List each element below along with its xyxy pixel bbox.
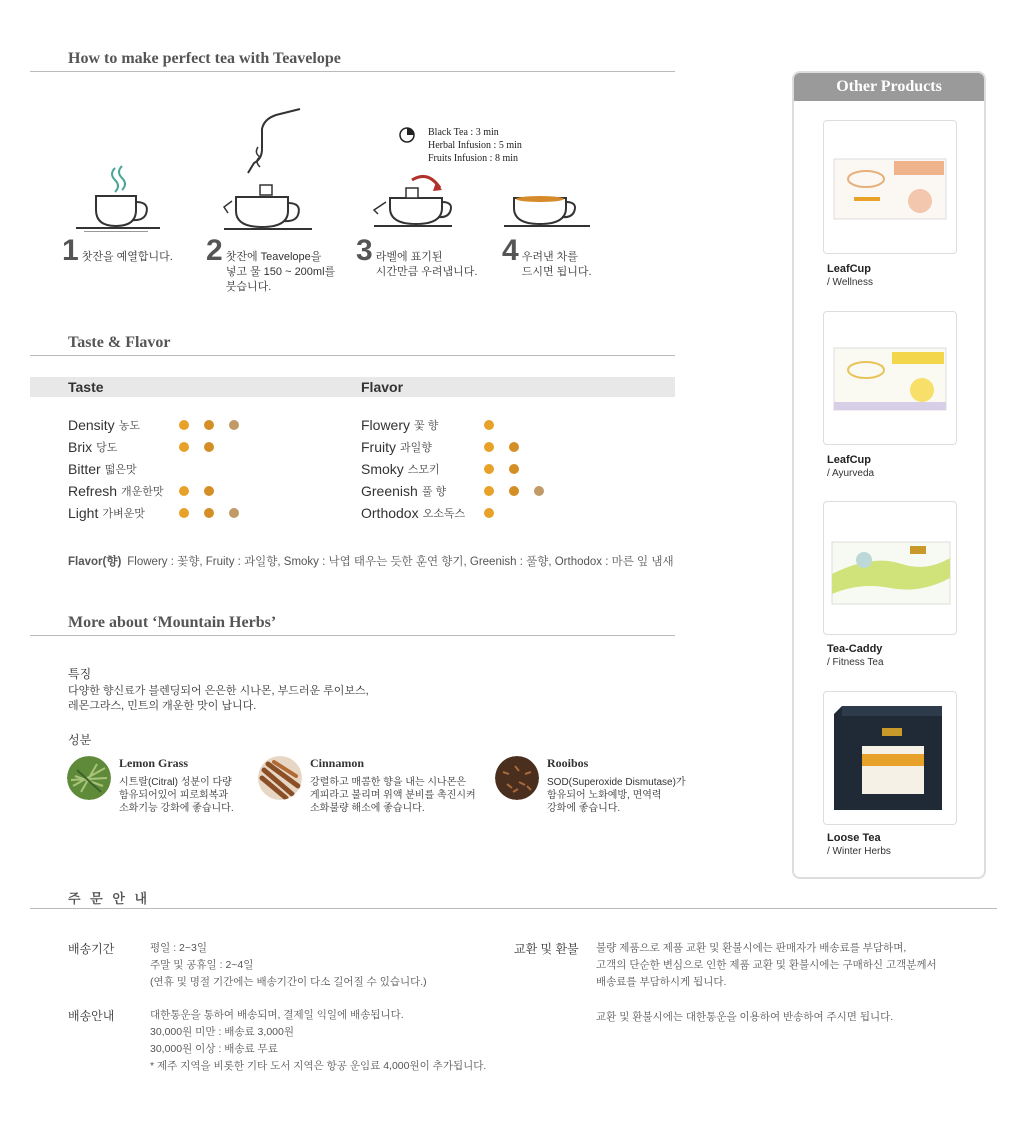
divider <box>30 355 675 356</box>
divider <box>30 908 997 909</box>
flavor-level-dot <box>484 420 494 430</box>
finished-tea-illustration <box>498 180 598 232</box>
product-name[interactable]: LeafCup <box>827 263 871 275</box>
product-image-winter-herbs[interactable] <box>823 691 957 825</box>
taste-level-dot <box>204 442 214 452</box>
taste-ko: 개운한맛 <box>121 486 164 498</box>
flavor-level-dot <box>534 486 544 496</box>
teavelope-pour-illustration <box>210 105 320 233</box>
flavor-level-dot <box>484 464 494 474</box>
flavor-en: Smoky <box>361 461 404 477</box>
cup-preheat-illustration <box>60 160 170 232</box>
step-3 <box>356 236 477 280</box>
step-text: 찻잔에 Teavelope을 넣고 물 150 ~ 200ml를 붓습니다. <box>225 251 336 293</box>
delivery-info-label: 배송안내 <box>68 1009 115 1023</box>
flavor-header: Flavor <box>361 379 404 395</box>
divider <box>30 635 675 636</box>
flavor-level-dot <box>484 508 494 518</box>
delivery-period-text: 평일 : 2~3일 주말 및 공휴일 : 2~4일 (연휴 및 명절 기간에는 배송기간이 다소 길어질 수 있습니다.) <box>150 942 427 988</box>
taste-level-dot <box>204 420 214 430</box>
other-products-sidebar <box>792 71 986 879</box>
taste-level-dot <box>204 486 214 496</box>
taste-row-density <box>68 415 140 435</box>
sidebar-title: Other Products <box>794 73 984 101</box>
flavor-note <box>68 553 674 569</box>
brew-times <box>428 126 522 165</box>
flavor-ko: 풀 향 <box>421 486 447 498</box>
flavor-level-dot <box>484 442 494 452</box>
how-to-title: How to make perfect tea with Teavelope <box>68 50 341 67</box>
flavor-level-dot <box>509 486 519 496</box>
product-name[interactable]: Tea-Caddy <box>827 643 883 655</box>
taste-en: Density <box>68 417 115 433</box>
product-image-fitness-tea[interactable] <box>823 501 957 635</box>
ingredient-name: Lemon Grass <box>119 756 188 770</box>
ingredient-desc: 시트랄(Citral) 성분이 다량 함유되어있어 피로회복과 소화기능 강화에 좋습니다. <box>119 777 234 814</box>
order-info-title: 주 문 안 내 <box>68 891 151 906</box>
taste-ko: 가벼운맛 <box>102 508 145 520</box>
taste-header: Taste <box>68 379 104 395</box>
taste-level-dot <box>179 420 189 430</box>
brew-time-black: Black Tea : 3 min <box>428 127 499 138</box>
flavor-ko: 과일향 <box>400 442 432 454</box>
step-text: 라벨에 표기된 시간만큼 우려냅니다. <box>375 251 478 278</box>
loose-tea-winter-herbs-tin-image <box>824 692 957 825</box>
taste-row-bitter <box>68 459 137 479</box>
flavor-ko: 스모키 <box>407 464 440 476</box>
taste-en: Bitter <box>68 461 101 477</box>
taste-ko: 당도 <box>96 442 118 454</box>
exchange-text-2: 교환 및 환불시에는 대한통운을 이용하여 반송하여 주시면 됩니다. <box>596 1011 894 1023</box>
clock-icon <box>398 126 416 144</box>
ingredient-desc: SOD(Superoxide Dismutase)가 함유되어 노화예방, 면역력 강화에 좋습니다. <box>547 777 686 814</box>
product-sub[interactable]: / Winter Herbs <box>827 846 891 857</box>
lemon-grass-image <box>67 756 111 800</box>
product-sub[interactable]: / Ayurveda <box>827 468 875 479</box>
ingredients-label: 성분 <box>68 733 92 747</box>
step-4 <box>502 236 592 280</box>
tea-caddy-fitness-box-image <box>824 502 957 635</box>
flavor-row-orthodox <box>361 503 465 523</box>
taste-en: Brix <box>68 439 93 455</box>
feature-label: 특징 <box>68 667 92 681</box>
step-1 <box>62 236 173 266</box>
step-number: 2 <box>206 234 222 267</box>
ingredient-name: Rooibos <box>547 756 589 770</box>
taste-level-dot <box>179 486 189 496</box>
flavor-en: Greenish <box>361 483 418 499</box>
taste-level-dot <box>179 442 189 452</box>
taste-row-brix <box>68 437 117 457</box>
flavor-row-greenish <box>361 481 446 501</box>
flavor-row-flowery <box>361 415 438 435</box>
exchange-label: 교환 및 환불 <box>514 942 579 956</box>
ingredient-desc: 강렬하고 매콤한 향을 내는 시나몬은 게피라고 불리며 위액 분비를 촉진시켜 소화불량 해소에 좋습니다. <box>310 777 476 814</box>
step-2 <box>206 236 335 295</box>
product-sub[interactable]: / Wellness <box>827 277 873 288</box>
flavor-en: Flowery <box>361 417 411 433</box>
taste-flavor-header <box>30 377 675 397</box>
taste-en: Refresh <box>68 483 118 499</box>
brew-time-fruits: Fruits Infusion : 8 min <box>428 153 519 164</box>
flavor-level-dot <box>509 464 519 474</box>
feature-text: 다양한 향신료가 블렌딩되어 은은한 시나몬, 부드러운 루이보스, 레몬그라스, 민트의 개운한 맛이 납니다. <box>68 685 369 712</box>
product-image-ayurveda[interactable] <box>823 311 957 445</box>
flavor-en: Fruity <box>361 439 396 455</box>
product-name[interactable]: Loose Tea <box>827 832 881 844</box>
cinnamon-image <box>258 756 302 800</box>
leafcup-wellness-box-image <box>824 121 957 254</box>
flavor-level-dot <box>509 442 519 452</box>
step-number: 1 <box>62 234 78 267</box>
taste-ko: 떫은맛 <box>104 464 137 476</box>
flavor-level-dot <box>484 486 494 496</box>
step-text: 우려낸 차를 드시면 됩니다. <box>521 251 592 278</box>
step-text: 찻잔을 예열합니다. <box>81 251 173 263</box>
taste-ko: 농도 <box>118 420 140 432</box>
flavor-ko: 오소독스 <box>422 508 466 520</box>
delivery-info-text: 대한통운을 통하여 배송되며, 결제일 익일에 배송됩니다. 30,000원 미만 : 배송료 3,000원 30,000원 이상 : 배송료 무료 * 제주 지역을 비롯한 기타 도서 지역은 항공 운임료 4,000원이 추가됩니다. <box>150 1009 487 1072</box>
steeping-illustration <box>360 168 460 232</box>
product-name[interactable]: LeafCup <box>827 454 871 466</box>
taste-en: Light <box>68 505 99 521</box>
taste-flavor-title: Taste & Flavor <box>68 334 171 351</box>
brew-time-herbal: Herbal Infusion : 5 min <box>428 140 522 151</box>
product-sub[interactable]: / Fitness Tea <box>827 657 884 668</box>
product-image-wellness[interactable] <box>823 120 957 254</box>
flavor-row-fruity <box>361 437 432 457</box>
taste-level-dot <box>204 508 214 518</box>
taste-level-dot <box>229 508 239 518</box>
exchange-text: 불량 제품으로 제품 교환 및 환불시에는 판매자가 배송료를 부담하며, 고객의 단순한 변심으로 인한 제품 교환 및 환불시에는 구매하신 고객분께서 배송료를 부담하시게 됩니다. <box>596 942 937 988</box>
flavor-ko: 꽃 향 <box>414 420 439 432</box>
taste-level-dot <box>179 508 189 518</box>
flavor-row-smoky <box>361 459 440 479</box>
flavor-note-text: Flowery : 꽃향, Fruity : 과일향, Smoky : 낙엽 태우는 듯한 훈연 향기, Greenish : 풀향, Orthodox : 마른 잎 냄새 <box>127 556 674 568</box>
rooibos-image <box>495 756 539 800</box>
divider <box>30 71 675 72</box>
ingredient-name: Cinnamon <box>310 756 365 770</box>
leafcup-ayurveda-box-image <box>824 312 957 445</box>
more-about-title: More about ‘Mountain Herbs’ <box>68 614 277 631</box>
taste-level-dot <box>229 420 239 430</box>
step-number: 4 <box>502 234 518 267</box>
flavor-en: Orthodox <box>361 505 419 521</box>
delivery-period-label: 배송기간 <box>68 942 115 956</box>
taste-row-light <box>68 503 145 523</box>
flavor-note-label: Flavor(향) <box>68 556 122 568</box>
taste-row-refresh <box>68 481 164 501</box>
step-number: 3 <box>356 234 372 267</box>
